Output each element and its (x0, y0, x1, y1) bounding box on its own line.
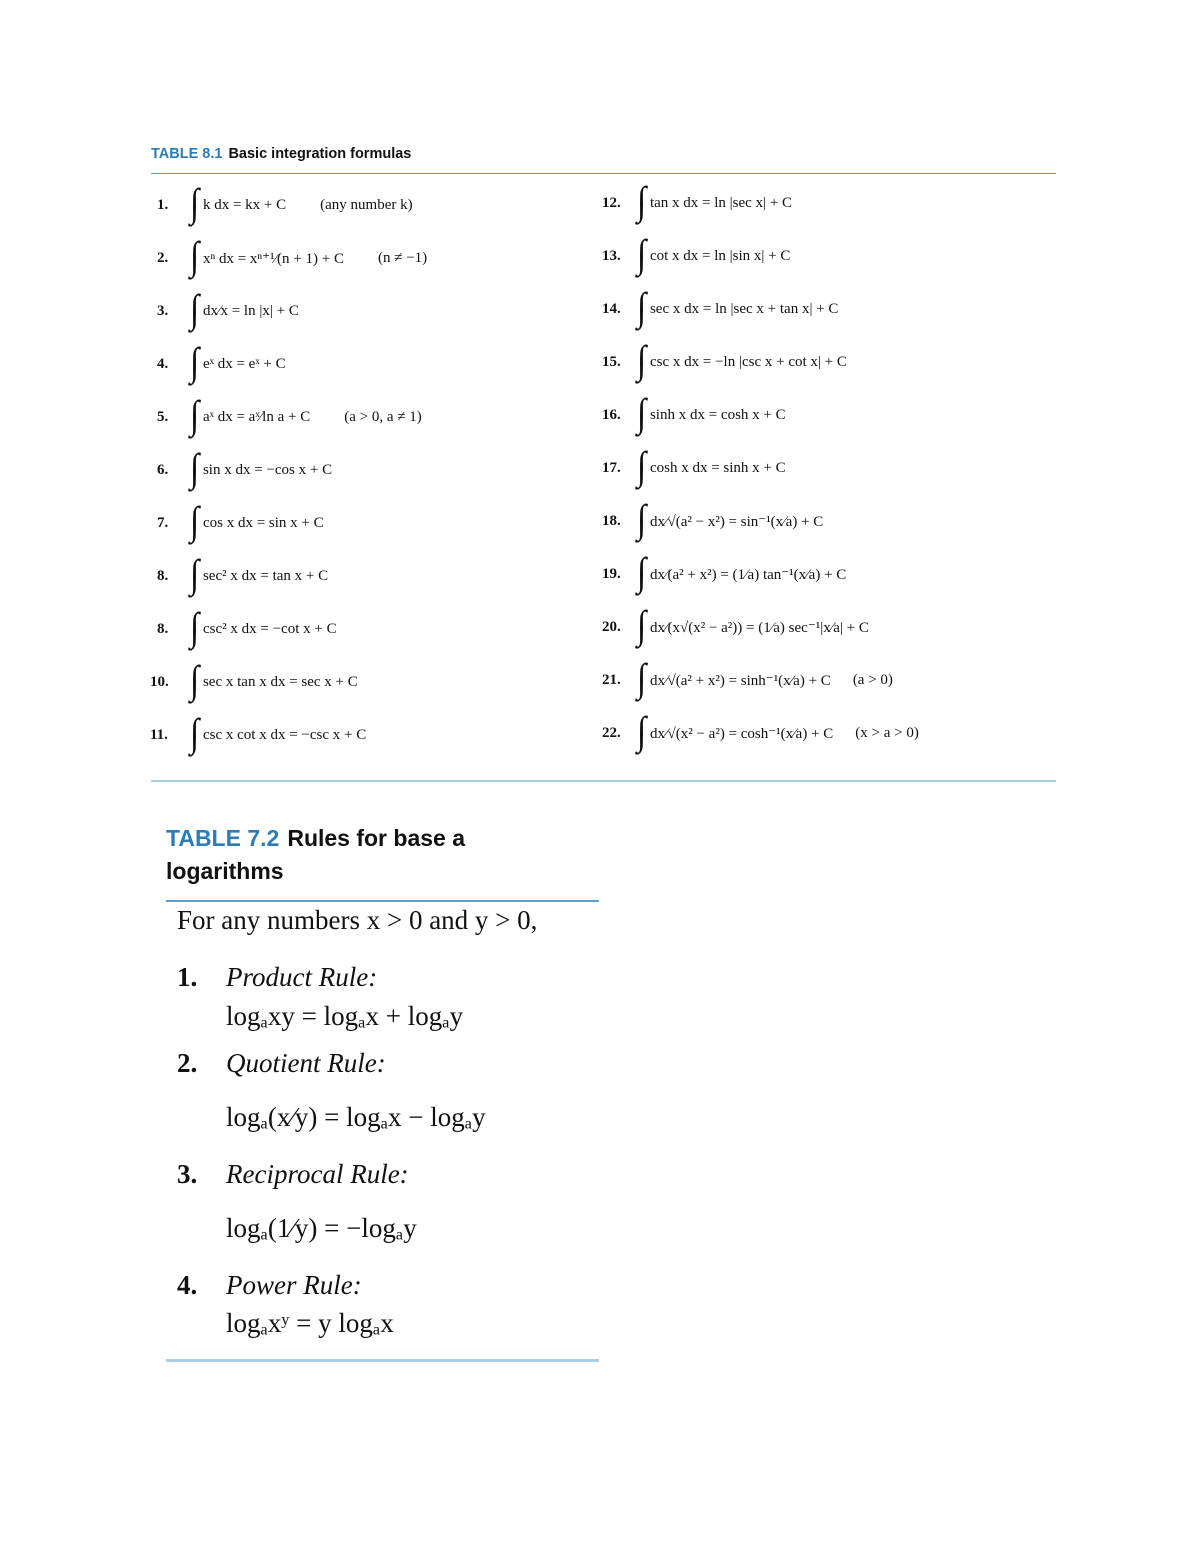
integral-sign-icon: ∫ (636, 284, 647, 329)
table-7-2-heading (166, 822, 566, 888)
formula-row (150, 710, 400, 755)
formula-condition: (n ≠ −1) (377, 249, 428, 266)
log-rule-equation: logₐ(x⁄y) = logₐx − logₐy (226, 1102, 486, 1132)
formula-row (157, 392, 422, 437)
formula-text: dx⁄√(a² + x²) = sinh⁻¹(x⁄a) + C (649, 672, 831, 689)
formula-text: sec x dx = ln |sec x + tan x| + C (649, 300, 839, 317)
table-8-1-bottom-rule (151, 780, 1056, 782)
formula-number: 21. (602, 671, 621, 688)
formula-row (150, 657, 392, 702)
formula-number: 17. (602, 459, 621, 476)
formula-text: sec² x dx = tan x + C (202, 567, 329, 584)
log-rule-heading (177, 1159, 409, 1190)
table-8-1-number: TABLE 8.1 (151, 146, 223, 162)
formula-number: 19. (602, 565, 621, 582)
formula-text: k dx = kx + C (202, 196, 287, 213)
formula-text: sinh x dx = cosh x + C (649, 406, 786, 423)
integral-sign-icon: ∫ (189, 710, 200, 755)
formula-condition: (a > 0, a ≠ 1) (344, 408, 422, 425)
formula-number: 16. (602, 406, 621, 423)
formula-number: 4. (157, 355, 169, 372)
formula-row (602, 178, 826, 223)
integral-sign-icon: ∫ (636, 178, 647, 223)
table-7-2-intro: For any numbers x > 0 and y > 0, (177, 905, 538, 935)
formula-number: 6. (157, 461, 169, 478)
log-rule-equation: logₐ(1⁄y) = −logₐy (226, 1213, 417, 1243)
formula-text: aˣ dx = aˣ⁄ln a + C (202, 408, 311, 425)
table-7-2-top-rule (166, 900, 599, 902)
log-rule-number: 3. (177, 1159, 198, 1189)
integral-sign-icon: ∫ (189, 180, 200, 225)
integral-sign-icon: ∫ (636, 496, 647, 541)
log-rule-equation: logₐxy = logₐx + logₐy (226, 1001, 464, 1031)
formula-row (602, 655, 893, 700)
formula-row (602, 284, 872, 329)
table-8-1-heading (151, 146, 411, 162)
formula-text: tan x dx = ln |sec x| + C (649, 194, 793, 211)
log-rule-number: 4. (177, 1270, 198, 1300)
formula-number: 5. (157, 408, 169, 425)
formula-condition: (any number k) (320, 196, 413, 213)
formula-number: 1. (157, 196, 169, 213)
formula-text: dx⁄x = ln |x| + C (202, 302, 299, 319)
log-rule-equation: logₐxʸ = y logₐx (226, 1308, 394, 1338)
formula-number: 8. (157, 567, 169, 584)
log-rule-heading (177, 1270, 362, 1301)
log-rule-number: 2. (177, 1048, 198, 1078)
integral-sign-icon: ∫ (189, 286, 200, 331)
formula-text: dx⁄√(a² − x²) = sin⁻¹(x⁄a) + C (649, 513, 824, 530)
formula-condition: (x > a > 0) (855, 724, 919, 741)
formula-text: cos x dx = sin x + C (202, 514, 324, 531)
formula-number: 3. (157, 302, 169, 319)
formula-row (602, 549, 880, 594)
formula-row (157, 551, 362, 596)
formula-number: 18. (602, 512, 621, 529)
integral-sign-icon: ∫ (189, 498, 200, 543)
formula-number: 22. (602, 724, 621, 741)
formula-number: 13. (602, 247, 621, 264)
log-rule-heading (177, 1048, 386, 1079)
integral-sign-icon: ∫ (636, 655, 647, 700)
integral-sign-icon: ∫ (636, 549, 647, 594)
formula-number: 12. (602, 194, 621, 211)
integral-sign-icon: ∫ (636, 231, 647, 276)
formula-row (602, 337, 881, 382)
formula-number: 8. (157, 620, 169, 637)
integral-sign-icon: ∫ (636, 390, 647, 435)
integral-sign-icon: ∫ (636, 443, 647, 488)
integral-sign-icon: ∫ (636, 602, 647, 647)
formula-number: 15. (602, 353, 621, 370)
formula-row (602, 602, 903, 647)
log-rule-name: Quotient Rule: (226, 1048, 386, 1078)
formula-row (157, 445, 366, 490)
integral-sign-icon: ∫ (189, 657, 200, 702)
integral-sign-icon: ∫ (636, 337, 647, 382)
table-8-1-top-rule (151, 173, 1056, 174)
integral-sign-icon: ∫ (189, 604, 200, 649)
formula-row (157, 233, 428, 278)
table-7-2-title: Rules for base a logarithms (166, 825, 466, 884)
log-rule-number: 1. (177, 962, 198, 992)
integral-sign-icon: ∫ (189, 445, 200, 490)
formula-text: csc² x dx = −cot x + C (202, 620, 337, 637)
formula-text: csc x dx = −ln |csc x + cot x| + C (649, 353, 847, 370)
formula-text: cosh x dx = sinh x + C (649, 459, 786, 476)
formula-text: dx⁄(x√(x² − a²)) = (1⁄a) sec⁻¹|x⁄a| + C (649, 619, 869, 636)
table-8-1-title: Basic integration formulas (228, 146, 412, 162)
integral-sign-icon: ∫ (636, 708, 647, 753)
formula-row (602, 443, 820, 488)
formula-row (602, 390, 820, 435)
formula-number: 11. (150, 726, 168, 743)
log-rule-heading (177, 962, 377, 993)
formula-number: 20. (602, 618, 621, 635)
formula-text: cot x dx = ln |sin x| + C (649, 247, 791, 264)
integral-sign-icon: ∫ (189, 339, 200, 384)
formula-row (157, 498, 358, 543)
integral-sign-icon: ∫ (189, 392, 200, 437)
integral-sign-icon: ∫ (189, 551, 200, 596)
formula-text: csc x cot x dx = −csc x + C (202, 726, 367, 743)
formula-text: xⁿ dx = xⁿ⁺¹⁄(n + 1) + C (202, 250, 344, 267)
log-rule-name: Product Rule: (226, 962, 378, 992)
integral-sign-icon: ∫ (189, 233, 200, 278)
formula-text: dx⁄(a² + x²) = (1⁄a) tan⁻¹(x⁄a) + C (649, 566, 847, 583)
formula-text: sec x tan x dx = sec x + C (202, 673, 358, 690)
formula-row (157, 604, 371, 649)
formula-row (157, 180, 413, 225)
formula-number: 2. (157, 249, 169, 266)
log-rule-name: Reciprocal Rule: (226, 1159, 409, 1189)
formula-row (157, 339, 320, 384)
log-rule-name: Power Rule: (226, 1270, 362, 1300)
formula-number: 10. (150, 673, 169, 690)
formula-text: dx⁄√(x² − a²) = cosh⁻¹(x⁄a) + C (649, 725, 834, 742)
formula-number: 7. (157, 514, 169, 531)
formula-text: sin x dx = −cos x + C (202, 461, 333, 478)
formula-row (602, 496, 857, 541)
table-7-2-number: TABLE 7.2 (166, 825, 280, 851)
formula-condition: (a > 0) (852, 671, 893, 688)
formula-number: 14. (602, 300, 621, 317)
table-7-2-bottom-rule (166, 1359, 599, 1362)
formula-text: eˣ dx = eˣ + C (202, 355, 286, 372)
formula-row (602, 708, 919, 753)
formula-row (157, 286, 333, 331)
formula-row (602, 231, 824, 276)
